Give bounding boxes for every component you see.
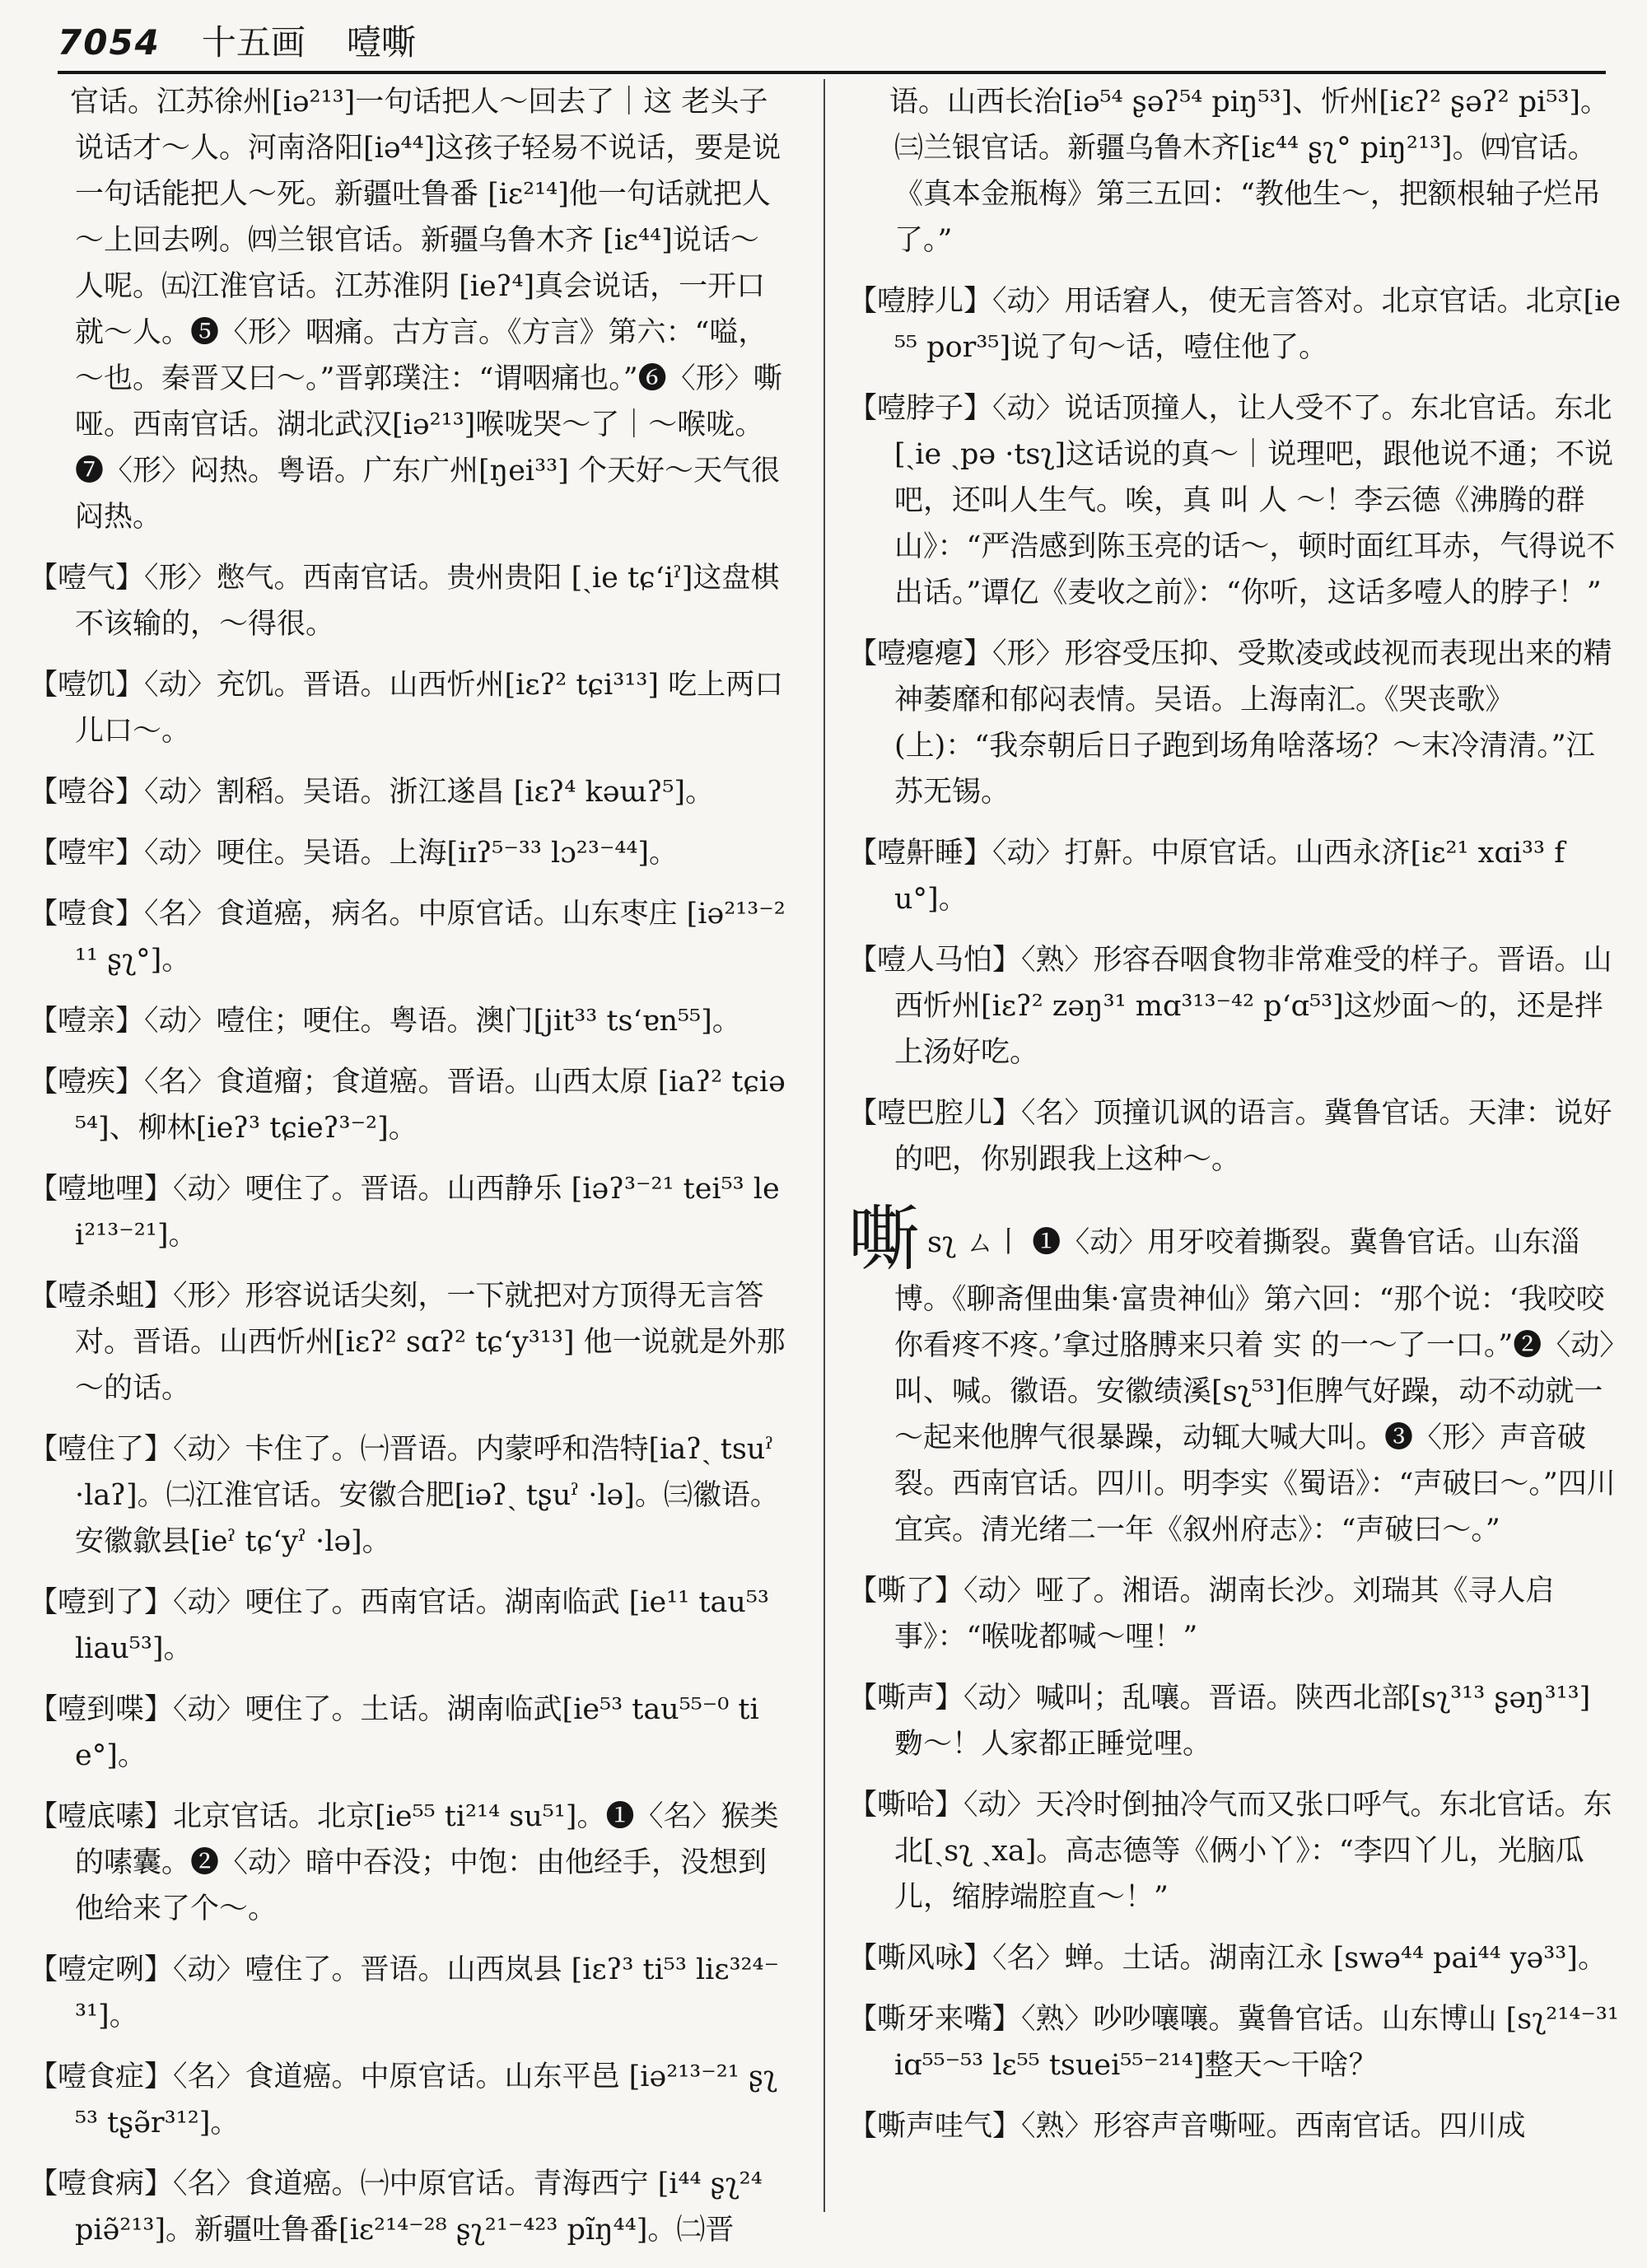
entry-yebozi: 【噎脖子】〈动〉说话顶撞人，让人受不了。东北官话。东北[ˏie ˏpə ·tsʅ]这话说的真～｜说理吧，跟他说不通；不说吧，还叫人生气。唉，真 叫 人 ～！李云德《沸腾的群山》：“严浩感到陈玉亮的话～，顿时面红耳赤，气得说不出话。”谭亿《麦收之前》：“你听，这话多噎人的脖子！”: [848, 392, 1616, 609]
entry-sifengyong: 【嘶风咏】〈名〉蝉。土话。湖南江永 [swə⁴⁴ pai⁴⁴ yə³³]。: [848, 1942, 1607, 1975]
big-headword: 嘶: [848, 1198, 919, 1281]
entry-yerenmapa: 【噎人马怕】〈熟〉形容吞咽食物非常难受的样子。晋语。山西忻州[iɛʔ² zəŋ³¹ mɑ³¹³⁻⁴² pʻɑ⁵³]这炒面～的，还是拌上汤好吃。: [848, 944, 1612, 1069]
entry-yeqin: 【噎亲】〈动〉噎住；哽住。粤语。澳门[jit³³ tsʻɐn⁵⁵]。: [29, 1005, 741, 1038]
entry-yeshibing: 【噎食病】〈名〉食道癌。㈠中原官话。青海西宁 [i⁴⁴ ʂʅ²⁴ piə̃²¹³]。新疆吐鲁番[iɛ²¹⁴⁻²⁸ ʂʅ²¹⁻⁴²³ pĩŋ⁴⁴]。㈡晋: [29, 2168, 763, 2247]
entry-yebaqianger: 【噎巴腔儿】〈名〉顶撞讥讽的语言。冀鲁官话。天津：说好的吧，你别跟我上这种～。: [848, 1097, 1612, 1176]
entry-yeshi: 【噎食】〈名〉食道癌，病名。中原官话。山东枣庄 [iə²¹³⁻²¹¹ ʂʅ°]。: [29, 898, 786, 977]
headword-entry-si: [848, 1198, 1622, 1553]
entry-sile: 【嘶了】〈动〉哑了。湘语。湖南长沙。刘瑞其《寻人启事》：“喉咙都喊～哩！”: [848, 1575, 1555, 1654]
entry-yedisu: 【噎底嗉】北京官话。北京[ie⁵⁵ ti²¹⁴ su⁵¹]。❶〈名〉猴类的嗉囊。❷〈动〉暗中吞没；中饱：由他经手，没想到他给来了个～。: [29, 1800, 779, 1925]
entry-yelao: 【噎牢】〈动〉哽住。吴语。上海[iɪʔ⁵⁻³³ lɔ²³⁻⁴⁴]。: [29, 837, 679, 870]
entry-yedinglie: 【噎定咧】〈动〉噎住了。晋语。山西岚县 [iɛʔ³ ti⁵³ liɛ³²⁴⁻³¹]。: [29, 1953, 780, 2032]
entry-sishengwaqi: 【嘶声哇气】〈熟〉形容声音嘶哑。西南官话。四川成: [848, 2110, 1526, 2143]
headword-si-body: sʅ ㄙ丨 ❶〈动〉用牙咬着撕裂。冀鲁官话。山东淄博。《聊斋俚曲集·富贵神仙》第六回：“那个说：‘我咬咬你看疼不疼。’拿过胳膊来只着 实 的一～了一口。”❷〈动〉叫、喊。徽语。安徽绩溪[sʅ⁵³]佢脾气好躁，动不动就一～起来他脾气很暴躁，动辄大喊大叫。❸〈形〉声音破裂。西南官话。四川。明李实《蜀语》：“声破曰～。”四川宜宾。清光绪二一年《叙州府志》：“声破曰～。”: [894, 1226, 1616, 1547]
entry-yeshizheng: 【噎食症】〈名〉食道癌。中原官话。山东平邑 [iə²¹³⁻²¹ ʂʅ⁵³ tʂə̃r³¹²]。: [29, 2060, 777, 2140]
left-column: [29, 79, 786, 2268]
entry-yedaole: 【噎到了】〈动〉哽住了。西南官话。湖南临武 [ie¹¹ tau⁵³ liau⁵³]。: [29, 1586, 769, 1665]
header-rule: [58, 71, 1606, 74]
page-header: [58, 16, 1598, 69]
entry-yedili: 【噎地哩】〈动〉哽住了。晋语。山西静乐 [iəʔ³⁻²¹ tei⁵³ lei²¹³⁻²¹]。: [29, 1173, 780, 1252]
column-divider: [824, 79, 825, 2212]
stroke-count: 十五画: [201, 22, 306, 63]
entry-yedaodie: 【噎到喋】〈动〉哽住了。土话。湖南临武[ie⁵³ tau⁵⁵⁻⁰ tie°]。: [29, 1693, 759, 1772]
entry-yeboer: 【噎脖儿】〈动〉用话窘人，使无言答对。北京官话。北京[ie⁵⁵ por³⁵]说了句～话，噎住他了。: [848, 285, 1621, 364]
entry-yehanshui: 【噎鼾睡】〈动〉打鼾。中原官话。山西永济[iɛ²¹ xɑi³³ fu°]。: [848, 837, 1565, 916]
entry-yeqi: 【噎气】〈形〉憋气。西南官话。贵州贵阳 [ˏie tɕʻiˀ]这盘棋不该输的，～得很。: [29, 562, 780, 641]
header-chars: 噎嘶: [346, 22, 416, 63]
entry-sisheng: 【嘶声】〈动〉喊叫；乱嚷。晋语。陕西北部[sʅ³¹³ ʂəŋ³¹³] 覅～！人家都正睡觉哩。: [848, 1682, 1591, 1761]
entry-continuation: 官话。江苏徐州[iə²¹³]一句话把人～回去了｜这 老头子说话才～人。河南洛阳[iə⁴⁴]这孩子轻易不说话，要是说一句话能把人～死。新疆吐鲁番 [iɛ²¹⁴]他一句话就把人～上回去咧。㈣兰银官话。新疆乌鲁木齐 [iɛ⁴⁴]说话～人呢。㈤江淮官话。江苏淮阴 [ieʔ⁴]真会说话，一开口就～人。❺〈形〉咽痛。古方言。《方言》第六：“嗌，～也。秦晋又曰～。”晋郭璞注：“谓咽痛也。”❻〈形〉嘶哑。西南官话。湖北武汉[iə²¹³]喉咙哭～了｜～喉咙。❼〈形〉闷热。粤语。广东广州[ŋei³³] 个天好～天气很闷热。: [70, 86, 782, 534]
entry-siha: 【嘶哈】〈动〉天冷时倒抽冷气而又张口呼气。东北官话。东北[ˏsʅ ˏxa]。高志德等《俩小丫》：“李四丫儿，光脑瓜儿，缩脖端腔直～！”: [848, 1789, 1612, 1914]
entry-yebiebie: 【噎瘪瘪】〈形〉形容受压抑、受欺凌或歧视而表现出来的精神萎靡和郁闷表情。吴语。上海南汇。《哭丧歌》(上)：“我奈朝后日子跑到场角啥落场？～末冷清清。”江苏无锡。: [848, 637, 1612, 809]
entry-yegu: 【噎谷】〈动〉割稻。吴语。浙江遂昌 [iɛʔ⁴ kəɯʔ⁵]。: [29, 776, 715, 809]
entry-siyalaizui: 【嘶牙来嘴】〈熟〉吵吵嚷嚷。冀鲁官话。山东博山 [sʅ²¹⁴⁻³¹ iɑ⁵⁵⁻⁵³ lɛ⁵⁵ tsuei⁵⁵⁻²¹⁴]整天～干啥？: [848, 2003, 1619, 2082]
entry-yeshaqu: 【噎杀蛆】〈形〉形容说话尖刻，一下就把对方顶得无言答对。晋语。山西忻州[iɛʔ² sɑʔ² tɕʻy³¹³] 他一说就是外那～的话。: [29, 1280, 786, 1405]
page-number: 7054: [58, 22, 161, 63]
entry-yezhule: 【噎住了】〈动〉卡住了。㈠晋语。内蒙呼和浩特[iaʔˎ tsuˀ ·laʔ]。㈡江淮官话。安徽合肥[iəʔˎ tʂuˀ ·lə]。㈢徽语。安徽歙县[ieˀ tɕʻyˀ ·lə]。: [29, 1433, 779, 1558]
entry-yeji: 【噎饥】〈动〉充饥。晋语。山西忻州[iɛʔ² tɕi³¹³] 吃上两口儿口～。: [29, 669, 784, 748]
entry-continuation-right: 语。山西长治[iə⁵⁴ ʂəʔ⁵⁴ piŋ⁵³]、忻州[iɛʔ² ʂəʔ² pi⁵³]。㈢兰银官话。新疆乌鲁木齐[iɛ⁴⁴ ʂʅ° piŋ²¹³]。㈣官话。《真本金瓶梅》第三五回：“教他生～，把额根轴子烂吊了。”: [889, 86, 1610, 257]
entry-yeji-disease: 【噎疾】〈名〉食道瘤；食道癌。晋语。山西太原 [iaʔ² tɕiə⁵⁴]、柳林[ieʔ³ tɕieʔ³⁻²]。: [29, 1066, 786, 1145]
right-column: [848, 79, 1622, 2164]
